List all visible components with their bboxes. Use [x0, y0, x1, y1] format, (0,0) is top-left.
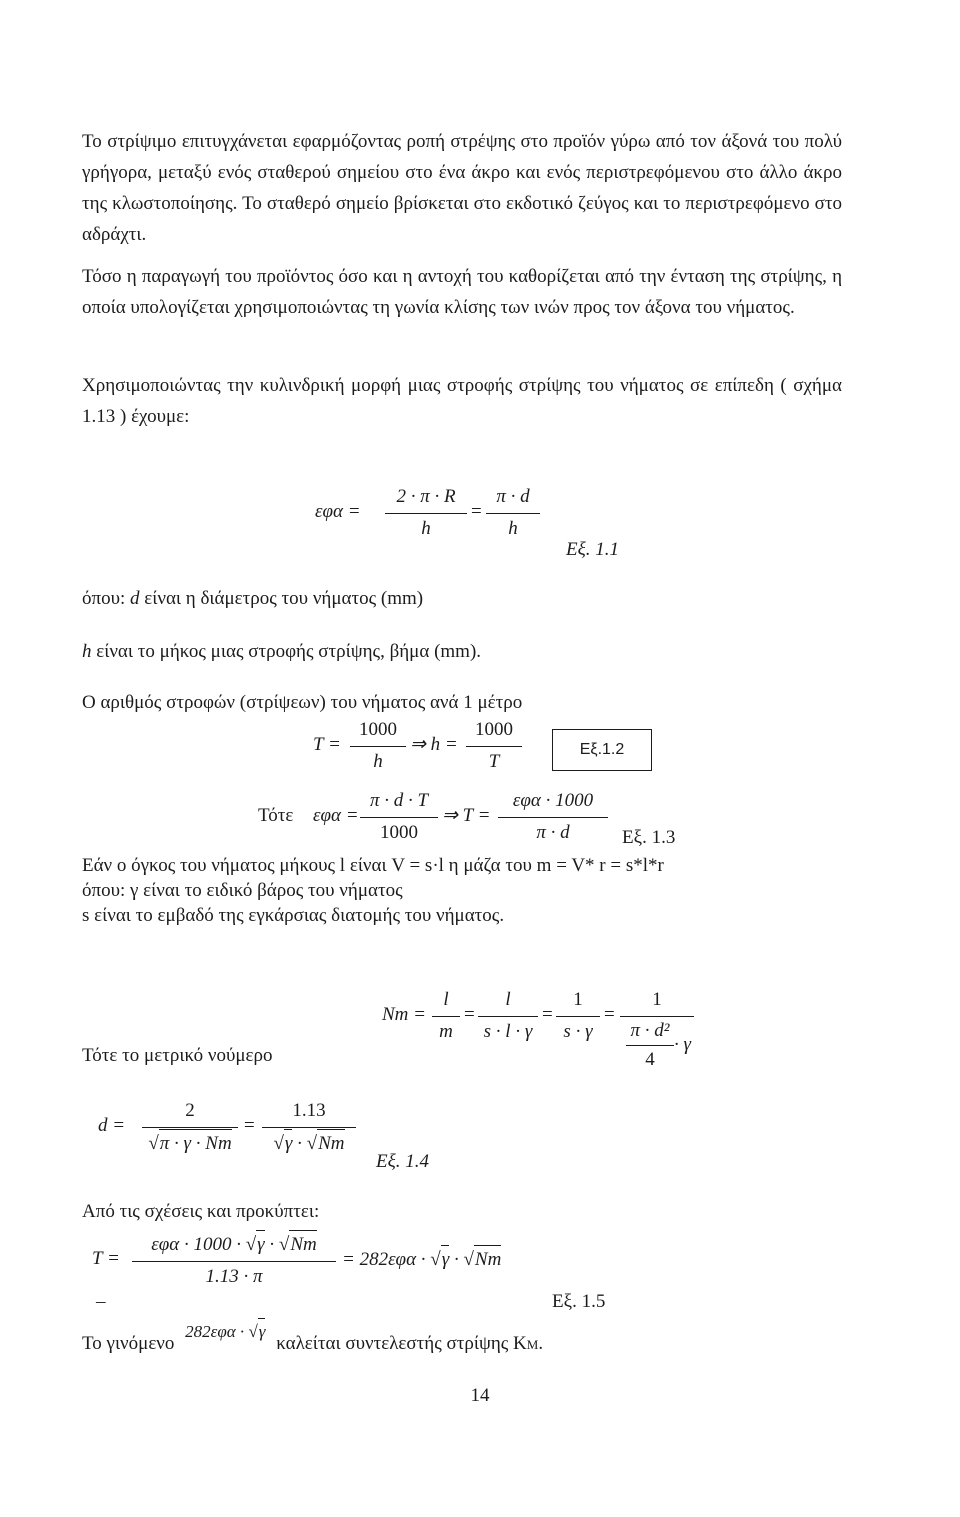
eq3-label: Εξ. 1.3: [622, 827, 676, 848]
eq5-rhs-sqrt-nm: Nm: [474, 1245, 501, 1275]
eq2-label-box: Εξ.1.2: [552, 729, 652, 771]
paragraph-cylindrical: Χρησιμοποιώντας την κυλινδρική μορφή μιας στροφής στρίψης του νήματος σε επίπεδη ( σχήμα 1.13 ) έχουμε:: [82, 375, 842, 427]
eq5-num-text: εφα · 1000 ·: [151, 1234, 241, 1255]
nm-fraction-4: [620, 986, 694, 1074]
product-suffix: καλείται συντελεστής στρίψης Κ: [276, 1333, 527, 1354]
nm-fraction-2: [478, 986, 538, 1046]
product-expr-sqrt-gamma: γ: [258, 1318, 266, 1345]
eq1-fraction-2: [486, 483, 540, 543]
nm-f4-tail: · γ: [674, 1033, 691, 1055]
metric-number-caption: Τότε το μετρικό νούμερο: [82, 1045, 273, 1066]
eq2-f1-denominator: h: [373, 750, 383, 772]
nm-f1-numerator: l: [432, 986, 460, 1017]
eq4-f2-sqrt-gamma: γ: [284, 1129, 293, 1159]
nm-fraction-3: [556, 986, 600, 1046]
nm-f4-numerator: 1: [620, 986, 694, 1017]
definition-d: [82, 585, 423, 614]
eq3-f2-numerator: εφα · 1000: [498, 787, 608, 818]
product-expression: 282εφα · √γ: [185, 1322, 265, 1341]
nm-lhs: Nm =: [382, 1004, 426, 1025]
definition-d-var: d: [130, 588, 140, 609]
eq5-denominator: 1.13 · π: [205, 1265, 263, 1287]
eq4-fraction-2: [262, 1097, 356, 1158]
nm-equals-3: =: [604, 1004, 615, 1025]
eq4-fraction-1: [142, 1097, 238, 1158]
eq5-dash: –: [96, 1291, 106, 1312]
eq5-numerator: εφα · 1000 · √γ · √Nm: [132, 1230, 336, 1262]
eq2-f2-numerator: 1000: [466, 716, 522, 747]
nm-f2-denominator: s · l · γ: [483, 1020, 533, 1042]
eq5-rhs-sqrt-gamma: γ: [441, 1245, 450, 1275]
definition-h: [82, 638, 481, 667]
nm-f4-inner-fraction: [626, 1017, 674, 1075]
product-expr-text: 282εφα ·: [185, 1322, 245, 1341]
product-subscript: Μ: [526, 1337, 539, 1352]
eq3-f1-denominator: 1000: [380, 821, 418, 843]
eq1-equals: =: [471, 501, 482, 522]
eq3-f2-denominator: π · d: [536, 821, 570, 843]
eq1-f1-denominator: h: [421, 517, 431, 539]
page-number: 14: [470, 1385, 490, 1406]
eq4-f2-sqrt-nm: Nm: [317, 1129, 344, 1159]
turns-per-meter-text: Ο αριθμός στροφών (στρίψεων) του νήματος ανά 1 μέτρο: [82, 692, 523, 713]
paragraph-twisting: Το στρίψιμο επιτυγχάνεται εφαρμόζοντας ροπή στρέψης στο προϊόν γύρω από τον άξονά του πολύ γρήγορα, μεταξύ ενός σταθερού σημείου στο ένα άκρο και ενός περιστρεφόμενου στο άλλο άκρο της κλωστοποίησης. Το σταθερό σημείο βρίσκεται στο εκδοτικό ζεύγος και το περιστρεφόμενο στο αδράχτι.: [82, 131, 842, 245]
volume-line-1: Εάν ο όγκος του νήματος μήκους l είναι V = s·l η μάζα του m = V* r = s*l*r: [82, 855, 664, 876]
nm-equals-1: =: [464, 1004, 475, 1025]
eq4-f1-sqrt: π · γ · Nm: [159, 1129, 232, 1159]
eq1-lhs: εφα =: [315, 501, 361, 522]
eq2-implies: ⇒ h =: [410, 734, 458, 755]
eq2-f2-denominator: T: [488, 750, 500, 772]
nm-f2-numerator: l: [478, 986, 538, 1017]
eq2-fraction-2: [466, 716, 522, 776]
eq3-implies: ⇒ T =: [442, 805, 491, 826]
definition-d-text: είναι η διάμετρος του νήματος (mm): [139, 588, 424, 609]
nm-f4-denominator: [620, 1017, 694, 1074]
eq3-f1-numerator: π · d · T: [360, 787, 438, 818]
volume-line-3: s είναι το εμβαδό της εγκάρσιας διατομής του νήματος.: [82, 905, 505, 926]
definition-h-text: είναι το μήκος μιας στροφής στρίψης, βήμα (mm).: [91, 641, 482, 662]
nm-f4-inner-numerator: π · d²: [626, 1017, 674, 1047]
eq4-lhs: d =: [98, 1115, 126, 1136]
nm-f1-denominator: m: [439, 1020, 453, 1042]
product-line: [82, 1322, 544, 1359]
eq4-label: Εξ. 1.4: [376, 1151, 429, 1172]
eq2-fraction-1: [350, 716, 406, 776]
definition-d-prefix: όπου:: [82, 588, 131, 609]
relations-intro: Από τις σχέσεις και προκύπτει:: [82, 1201, 320, 1222]
eq2-f1-numerator: 1000: [350, 716, 406, 747]
eq4-f1-denominator: √π · γ · Nm: [142, 1128, 238, 1159]
eq1-f1-numerator: 2 · π · R: [385, 483, 467, 514]
eq4-equals: =: [244, 1115, 255, 1136]
eq3-lhs: εφα =: [313, 805, 359, 826]
nm-f4-inner-denominator: 4: [645, 1049, 655, 1070]
nm-fraction-1: [432, 986, 460, 1046]
eq1-f2-numerator: π · d: [486, 483, 540, 514]
eq5-fraction: [132, 1230, 336, 1291]
eq5-num-sqrt-gamma: γ: [256, 1230, 265, 1260]
eq1-label: Εξ. 1.1: [566, 539, 619, 560]
eq4-f1-numerator: 2: [142, 1097, 238, 1128]
eq2-lhs: T =: [313, 734, 341, 755]
eq3-prefix: Τότε: [258, 805, 294, 826]
product-end: .: [538, 1333, 544, 1354]
eq4-f2-denominator: √γ · √Nm: [262, 1128, 356, 1159]
eq5-lhs: T =: [92, 1248, 120, 1269]
eq5-label: Εξ. 1.5: [552, 1291, 606, 1312]
eq3-fraction-2: [498, 787, 608, 847]
nm-f3-denominator: s · γ: [563, 1020, 593, 1042]
eq5-num-sqrt-nm: Nm: [289, 1230, 316, 1260]
nm-equals-2: =: [542, 1004, 553, 1025]
volume-line-2: όπου: γ είναι το ειδικό βάρος του νήματος: [82, 880, 403, 901]
paragraph-production: Τόσο η παραγωγή του προϊόντος όσο και η αντοχή του καθορίζεται από την ένταση της στρίψης, η οποία υπολογίζεται χρησιμοποιώντας τη γωνία κλίσης των ινών προς τον άξονα του νήματος.: [82, 266, 842, 318]
nm-f3-numerator: 1: [556, 986, 600, 1017]
eq4-f2-numerator: 1.13: [262, 1097, 356, 1128]
eq3-fraction-1: [360, 787, 438, 847]
product-prefix: Το γινόμενο: [82, 1333, 175, 1354]
eq1-f2-denominator: h: [508, 517, 518, 539]
eq5-rhs: = 282εφα · √γ · √Nm: [342, 1245, 501, 1275]
definition-h-var: h: [82, 641, 92, 662]
eq1-fraction-1: [385, 483, 467, 543]
eq5-rhs-text: = 282εφα ·: [342, 1249, 426, 1270]
